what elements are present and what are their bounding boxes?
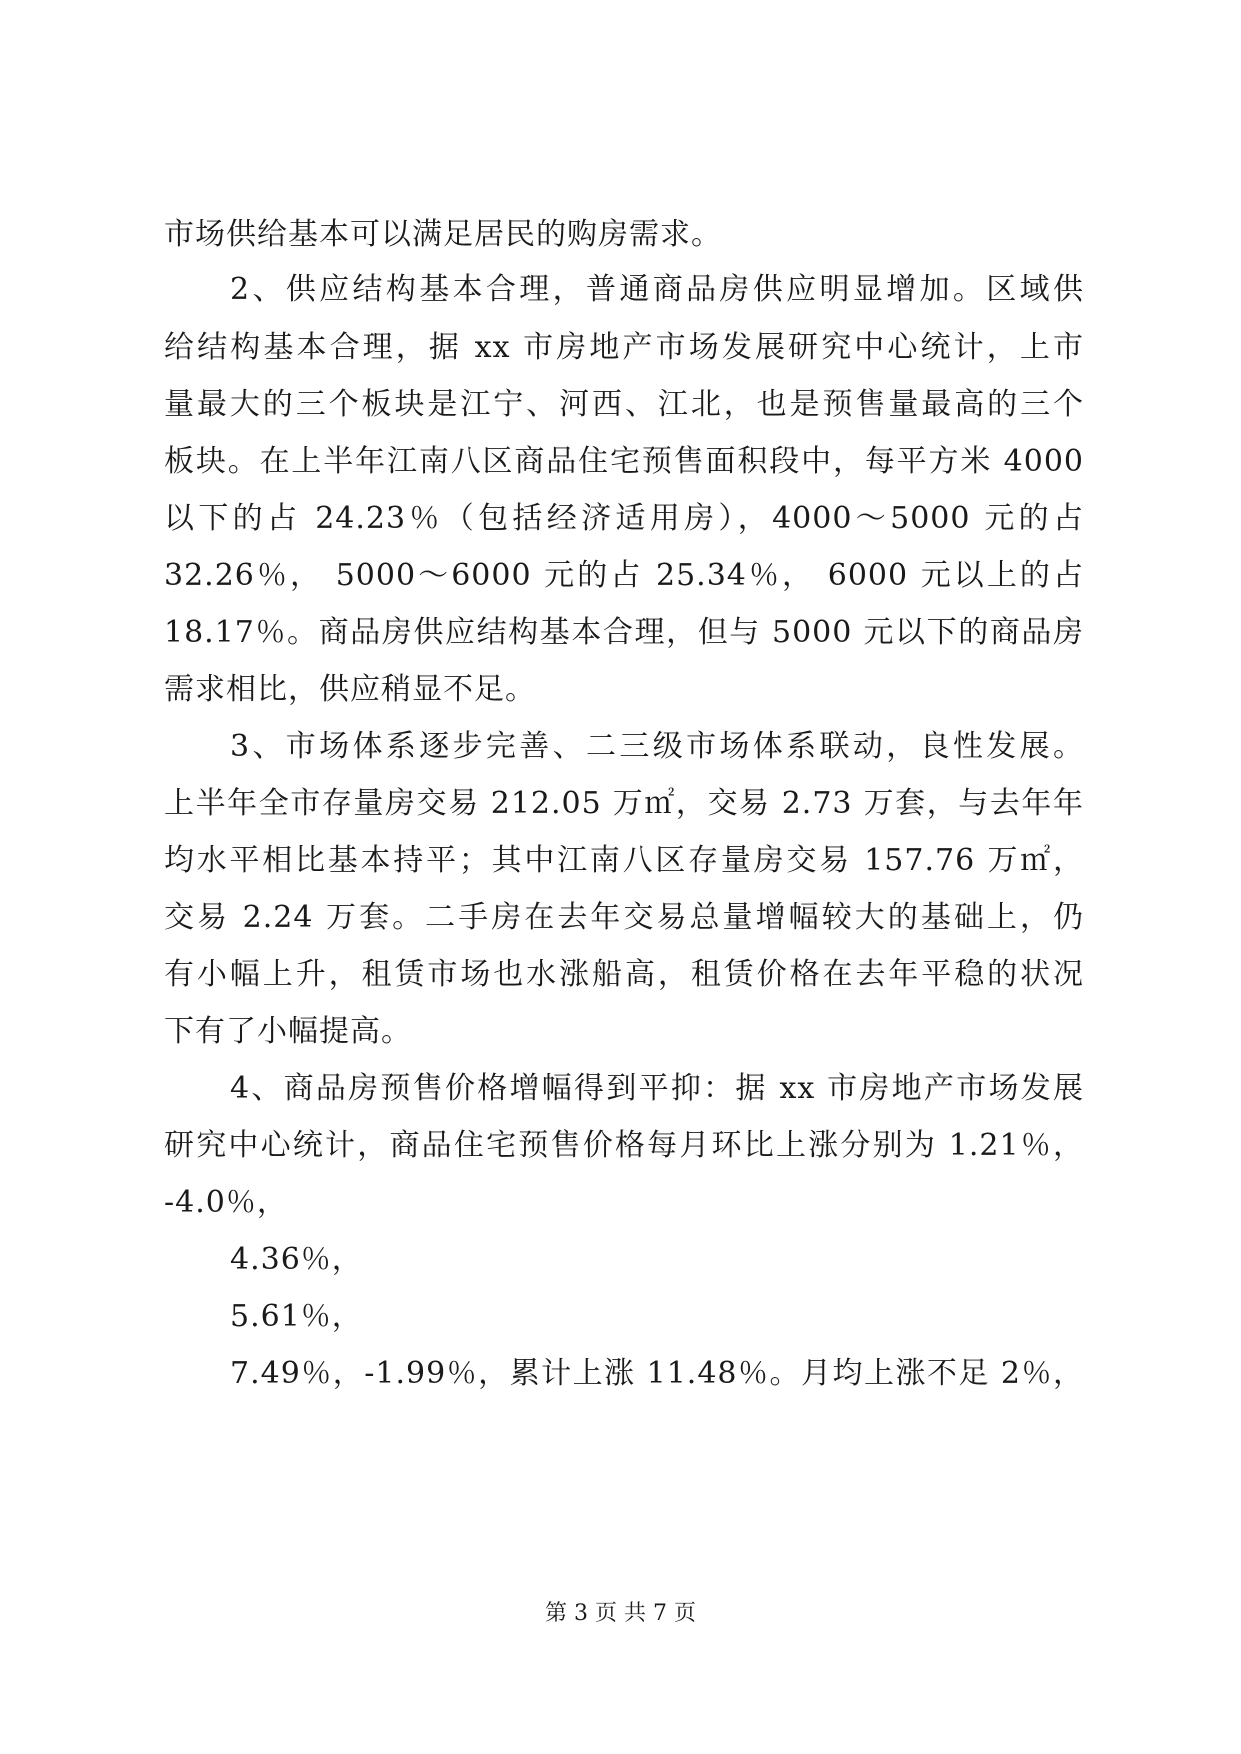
paragraph-3-start: 3、市场体系逐步完善、二三级市场体系联动，良性发展。: [230, 729, 1084, 764]
body-line: 有小幅上升，租赁市场也水涨船高，租赁价格在去年平稳的状况: [164, 957, 1084, 992]
body-line: 需求相比，供应稍显不足。: [164, 672, 536, 707]
body-line: -4.0％，: [164, 1185, 288, 1220]
body-line: 量最大的三个板块是江宁、河西、江北，也是预售量最高的三个: [164, 387, 1084, 422]
body-line: 18.17％。商品房供应结构基本合理，但与 5000 元以下的商品房: [164, 615, 1084, 650]
body-line: 市场供给基本可以满足居民的购房需求。: [164, 217, 722, 252]
page-number-footer: 第 3 页 共 7 页: [545, 1601, 696, 1626]
body-line: 板块。在上半年江南八区商品住宅预售面积段中，每平方米 4000: [164, 444, 1084, 479]
body-line: 上半年全市存量房交易 212.05 万㎡，交易 2.73 万套，与去年年: [164, 786, 1084, 821]
body-line: 以下的占 24.23％（包括经济适用房），4000～5000 元的占: [164, 501, 1084, 536]
body-line: 交易 2.24 万套。二手房在去年交易总量增幅较大的基础上，仍: [164, 900, 1084, 935]
body-line: 7.49％，-1.99％，累计上涨 11.48％。月均上涨不足 2％，: [230, 1356, 1084, 1391]
body-line: 4.36％，: [230, 1242, 363, 1277]
body-line: 5.61％，: [230, 1299, 363, 1334]
body-line: 给结构基本合理，据 xx 市房地产市场发展研究中心统计，上市: [164, 330, 1084, 365]
paragraph-2-start: 2、供应结构基本合理，普通商品房供应明显增加。区域供: [230, 272, 1084, 307]
body-line: 下有了小幅提高。: [164, 1014, 412, 1049]
body-line: 研究中心统计，商品住宅预售价格每月环比上涨分别为 1.21％，: [164, 1128, 1084, 1163]
body-line: 均水平相比基本持平；其中江南八区存量房交易 157.76 万㎡，: [164, 843, 1084, 878]
body-line: 32.26％， 5000～6000 元的占 25.34％， 6000 元以上的占: [164, 558, 1084, 593]
paragraph-4-start: 4、商品房预售价格增幅得到平抑：据 xx 市房地产市场发展: [230, 1071, 1084, 1106]
